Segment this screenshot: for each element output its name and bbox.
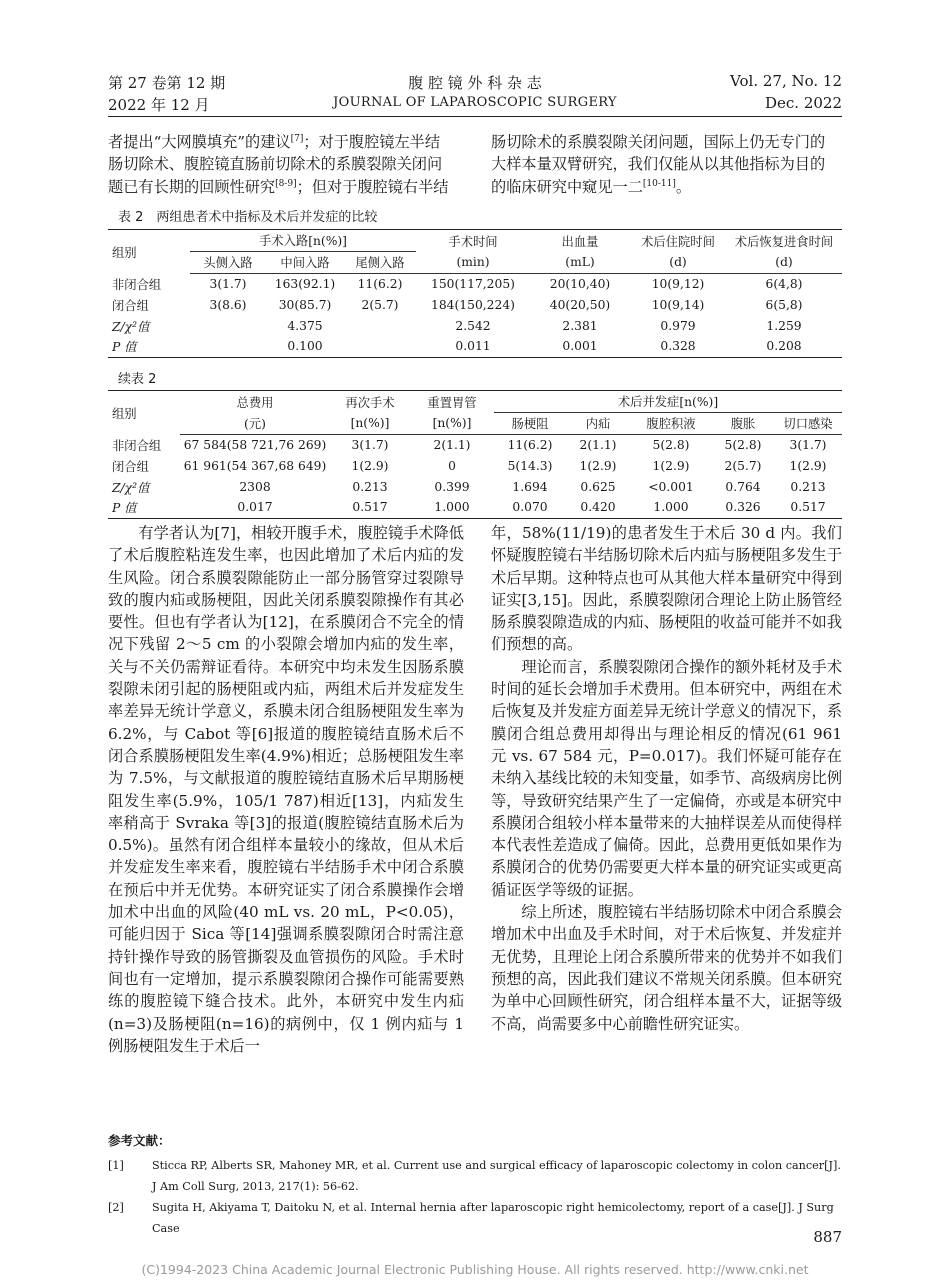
table2-unit: (min) xyxy=(416,251,530,273)
table2 xyxy=(108,229,842,358)
table2b-subheader: 肠梗阻 xyxy=(494,412,566,434)
table2b-group-header: 组别 xyxy=(108,391,180,435)
header-journal-cn: 腹 腔 镜 外 科 杂 志 xyxy=(408,74,542,92)
intro-right-column: 肠切除术的系膜裂隙关闭问题，国际上仍无专门的 大样本量双臂研究，我们仅能从以其他指标为目的 的临床研究中窥见一二[10-11]。 xyxy=(491,133,826,196)
body-paragraph: 理论而言，系膜裂隙闭合操作的额外耗材及手术时间的延长会增加手术费用。但本研究中，两组在术后恢复及并发症方面差异无统计学意义的情况下，系膜闭合组总费用却得出与理论相反的情况(61 961 元 vs. 67 584 元，P=0.017)。我们怀疑可能存在未纳入基线比较的未知变量，如季节、高级病房比例等，导致研究结果产生了一定偏倚，亦或是本研究中系膜闭合组较小样本量带来的大抽样误差从而使得样本代表性差造成了偏倚。因此，总费用更低如果作为系膜闭合的优势仍需要更大样本量的研究证实或更高循证医学等级的证据。 xyxy=(491,657,842,899)
body-right-column xyxy=(491,522,842,1035)
header-date-en: Dec. 2022 xyxy=(764,94,842,112)
table2b-tube-header: 重置胃管 xyxy=(410,391,494,413)
table2-group-header: 组别 xyxy=(108,230,190,274)
table-row: 闭合组 61 961(54 367,68 649) 1(2.9) 0 5(14.3) 1(2.9) 1(2.9) 2(5.7) 1(2.9) xyxy=(112,458,827,474)
table-row: P 值 0.100 0.011 0.001 0.328 0.208 xyxy=(108,336,842,357)
copyright-footer: (C)1994-2023 China Academic Journal Electronic Publishing House. All rights reserved. http://www.cnki.net xyxy=(141,1262,809,1277)
table2b-subheader: 腹胀 xyxy=(712,412,774,434)
table2b-unit: (元) xyxy=(180,412,330,434)
table2b-caption: 续表 2 xyxy=(118,372,157,387)
table2-unit: (d) xyxy=(630,251,726,273)
table2b-unit: [n(%)] xyxy=(410,412,494,434)
body-left-column xyxy=(108,522,464,1057)
table2-time-header: 手术时间 xyxy=(416,230,530,252)
table-row: 非闭合组 3(1.7) 163(92.1) 11(6.2) 150(117,205) 20(10,40) 10(9,12) 6(4,8) xyxy=(112,276,803,292)
table2b-cost-header: 总费用 xyxy=(180,391,330,413)
table2b-unit: [n(%)] xyxy=(330,412,410,434)
table2-subheader: 尾侧入路 xyxy=(344,251,416,273)
table2-continued xyxy=(108,390,842,519)
references xyxy=(108,1130,842,1239)
table2b-subheader: 内疝 xyxy=(566,412,630,434)
table2-stay-header: 术后住院时间 xyxy=(630,230,726,252)
header-volume-en: Vol. 27, No. 12 xyxy=(730,72,842,90)
table2b-reop-header: 再次手术 xyxy=(330,391,410,413)
table-row: Z/χ²值 2308 0.213 0.399 1.694 0.625 <0.001 0.764 0.213 xyxy=(112,479,826,495)
header-journal-en: JOURNAL OF LAPAROSCOPIC SURGERY xyxy=(333,95,617,110)
table-row: 非闭合组 67 584(58 721,76 269) 3(1.7) 2(1.1) 11(6.2) 2(1.1) 5(2.8) 5(2.8) 3(1.7) xyxy=(112,437,827,453)
table2b-subheader: 切口感染 xyxy=(774,412,842,434)
table2-approach-header: 手术入路[n(%)] xyxy=(190,230,416,252)
table2-blood-header: 出血量 xyxy=(530,230,630,252)
header-volume-cn: 第 27 卷第 12 期 xyxy=(108,74,226,92)
table2-subheader: 头侧入路 xyxy=(190,251,266,273)
reference-item: [1] Sticca RP, Alberts SR, Mahoney MR, et al. Current use and surgical efficacy of laparoscopic colectomy in colon cancer[J]. J Am Coll Surg, 2013, 217(1): 56-62. xyxy=(108,1159,841,1193)
table2-caption: 表 2 两组患者术中指标及术后并发症的比较 xyxy=(118,210,378,225)
references-title: 参考文献： xyxy=(108,1133,171,1148)
reference-item: [2] Sugita H, Akiyama T, Daitoku N, et al. Internal hernia after laparoscopic right hemicolectomy, report of a case[J]. J Surg Case xyxy=(108,1201,834,1235)
header-date-cn: 2022 年 12 月 xyxy=(108,96,210,114)
table2-unit: (d) xyxy=(726,251,842,273)
table-row: P 值 0.017 0.517 1.000 0.070 0.420 1.000 0.326 0.517 xyxy=(108,497,842,518)
body-paragraph: 有学者认为[7]，相较开腹手术，腹腔镜手术降低了术后腹腔粘连发生率，也因此增加了术后内疝的发生风险。闭合系膜裂隙能防止一部分肠管穿过裂隙导致的腹内疝或肠梗阻，因此关闭系膜裂隙操作有其必要性。但也有学者认为[12]，在系膜闭合不完全的情况下残留 2～5 cm 的小裂隙会增加内疝的发生率，关与不关仍需辩证看待。本研究中均未发生因肠系膜裂隙未闭引起的肠梗阻或内疝，两组术后并发症发生率差异无统计学意义，系膜未闭合组肠梗阻发生率为 6.2%，与 Cabot 等[6]报道的腹腔镜结直肠术后不闭合系膜肠梗阻发生率(4.9%)相近；总肠梗阻发生率为 7.5%，与文献报道的腹腔镜结直肠术后早期肠梗阻发生率(5.9%，105/1 787)相近[13]，内疝发生率稍高于 Svraka 等[3]的报道(腹腔镜结直肠术后为 0.5%)。虽然有闭合组样本量较小的缘故，但从术后并发症发生率来看，腹腔镜右半结肠手术中闭合系膜在预后中并无优势。本研究证实了闭合系膜操作会增加术中出血的风险(40 mL vs. 20 mL，P<0.05)，可能归因于 Sica 等[14]强调系膜裂隙闭合时需注意持针操作导致的肠管撕裂及血管损伤的风险。手术时间也有一定增加，提示系膜裂隙闭合操作可能需要熟练的腹腔镜下缝合技术。此外，本研究中发生内疝(n=3)及肠梗阻(n=16)的病例中，仅 1 例内疝与 1 例肠梗阻发生于术后一 xyxy=(108,524,464,1055)
table-row: Z/χ²值 4.375 2.542 2.381 0.979 1.259 xyxy=(112,318,802,334)
intro-left-column: 者提出“大网膜填充”的建议[7]；对于腹腔镜左半结 肠切除术、腹腔镜直肠前切除术的系膜裂隙关闭问 题已有长期的回顾性研究[8-9]；但对于腹腔镜右半结 xyxy=(108,133,449,196)
page-number: 887 xyxy=(813,1228,842,1246)
table2b-subheader: 腹腔积液 xyxy=(630,412,712,434)
header-rule xyxy=(108,116,842,117)
table2-subheader: 中间入路 xyxy=(266,251,344,273)
table-row: 闭合组 3(8.6) 30(85.7) 2(5.7) 184(150,224) 40(20,50) 10(9,14) 6(5,8) xyxy=(112,297,803,313)
body-paragraph: 年，58%(11/19)的患者发生于术后 30 d 内。我们怀疑腹腔镜右半结肠切除术后内疝与肠梗阻多发生于术后早期。这种特点也可从其他大样本量研究中得到证实[3,15]。因此，系膜裂隙闭合理论上防止肠管经肠系膜裂隙造成的内疝、肠梗阻的收益可能并不如我们预想的高。 xyxy=(491,524,842,654)
body-paragraph: 综上所述，腹腔镜右半结肠切除术中闭合系膜会增加术中出血及手术时间，对于术后恢复、并发症并无优势，且理论上闭合系膜所带来的优势并不如我们预想的高，因此我们建议不常规关闭系膜。但本研究为单中心回顾性研究，闭合组样本量不大，证据等级不高，尚需要多中心前瞻性研究证实。 xyxy=(491,903,842,1033)
table2-unit: (mL) xyxy=(530,251,630,273)
table2b-comp-header: 术后并发症[n(%)] xyxy=(494,391,842,413)
table2-diet-header: 术后恢复进食时间 xyxy=(726,230,842,252)
